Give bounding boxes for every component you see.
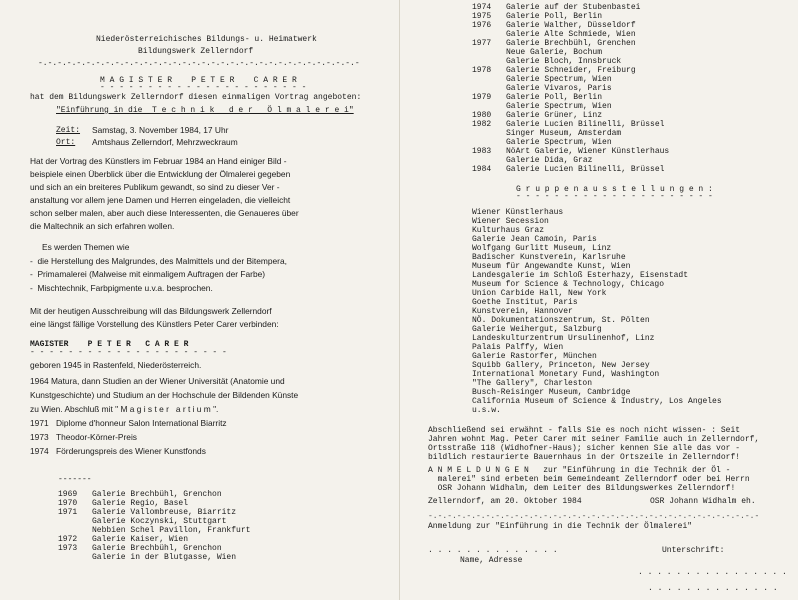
exhibition-year: 1971 [58,508,78,517]
exhibition-text: Nebbien Schel Pavillon, Frankfurt [92,526,251,535]
exhibition-text: Galerie Vallombreuse, Biarritz [92,508,237,517]
award-year: 1974 [30,446,49,456]
place-label: Ort: [56,138,76,147]
award-text: Theodor-Körner-Preis [56,432,137,442]
name-dotted-line: . . . . . . . . . . . . . . [428,546,558,555]
bio-line: Kunstgeschichte) und Studium an der Hochschule der Bildenden Künste [30,390,299,400]
exhibition-text: Galerie Vivaros, Paris [506,84,612,93]
themes-intro: Es werden Themen wie [42,242,130,252]
group-item: NÖ. Dokumentationszentrum, St. Pölten [472,316,650,325]
short-rule: ------- [58,475,92,484]
group-item: u.s.w. [472,406,501,415]
group-item: Busch-Reisinger Museum, Cambridge [472,388,631,397]
exhibition-text: Galerie Lucien Bilinelli, Brüssel [506,165,665,174]
intro-line: hat dem Bildungswerk Zellerndorf diesen einmaligen Vortrag angeboten: [30,93,362,102]
group-item: Landesgalerie im Schloß Esterhazy, Eisenstadt [472,271,689,280]
exhibition-text: Galerie Schneider, Freiburg [506,66,636,75]
group-exhibitions-title: G r u p p e n a u s s t e l l u n g e n : [516,185,713,194]
group-item: Union Carbide Hall, New York [472,289,607,298]
paragraph-line: Mit der heutigen Ausschreibung will das Bildungswerk Zellerndorf [30,306,272,316]
registration-line: malerei" sind erbeten beim Gemeindeamt Zellerndorf oder bei Herrn [428,475,750,484]
group-item: Landeskulturzentrum Ursulinenhof, Linz [472,334,655,343]
exhibition-text: Galerie Brechbühl, Grenchen [506,39,636,48]
paragraph-line: eine längst fällige Vorstellung des Künstlers Peter Carer verbinden: [30,319,279,329]
group-item: International Monetary Fund, Washington [472,370,660,379]
paragraph-line: Hat der Vortrag des Künstlers im Februar 1984 an Hand einiger Bild - [30,156,287,166]
award-text: Diplome d'honneur Salon International Biarritz [56,418,227,428]
exhibition-year: 1972 [58,535,78,544]
group-item: Goethe Institut, Paris [472,298,578,307]
group-item: Squibb Gallery, Princeton, New Jersey [472,361,650,370]
speaker-title: M A G I S T E R P E T E R C A R E R [100,76,297,85]
exhibition-year: 1984 [472,165,492,174]
name-address-label: Name, Adresse [460,556,523,565]
group-item: Galerie Jean Camoin, Paris [472,235,597,244]
group-item: Palais Palffy, Wien [472,343,564,352]
exhibition-text: Galerie Lucien Bilinelli, Brüssel [506,120,665,129]
paragraph-line: anstaltung vor allem jene Damen und Herren eingeladen, die vielleicht [30,195,291,205]
group-item: Kulturhaus Graz [472,226,545,235]
group-item: California Museum of Science & Industry, Los Angeles [472,397,722,406]
exhibition-text: Galerie Spectrum, Wien [506,102,612,111]
registration-line: OSR Johann Widhalm, dem Leiter des Bildungswerkes Zellerndorf! [428,484,736,493]
exhibition-year: 1982 [472,120,492,129]
lecture-title: "Einführung in die T e c h n i k d e r Ö l m a l e r e i" [56,106,354,115]
exhibition-text: Galerie Bloch, Innsbruck [506,57,622,66]
exhibition-text: Galerie Walther, Düsseldorf [506,21,636,30]
bio-title: MAGISTER P E T E R C A R E R [30,340,189,349]
paragraph-line: und sich an ein breiteres Publikum gewandt, so sind zu dieser Ver - [30,182,280,192]
exhibition-text: Galerie Kaiser, Wien [92,535,189,544]
theme-item: - Mischtechnik, Farbpigmente u.v.a. besprochen. [30,283,213,293]
closing-line: Jahren wohnt Mag. Peter Carer mit seiner Familie auch in Zellerndorf, [428,435,760,444]
exhibition-text: Galerie Spectrum, Wien [506,75,612,84]
exhibition-year: 1973 [58,544,78,553]
exhibition-text: Galerie auf der Stubenbastei [506,3,641,12]
bio-rule: - - - - - - - - - - - - - - - - - - - - - [30,348,227,357]
place-value: Amtshaus Zellerndorf, Mehrzweckraum [92,137,238,147]
group-item: Kunstverein, Hannover [472,307,573,316]
exhibition-text: Galerie Poll, Berlin [506,93,603,102]
exhibition-text: Galerie Brechbühl, Grenchon [92,544,222,553]
exhibition-text: Galerie Brechbühl, Grenchon [92,490,222,499]
exhibition-text: Galerie Regio, Basel [92,499,189,508]
theme-item: - Primamalerei (Malweise mit einmaligem Auftragen der Farbe) [30,269,266,279]
group-item: Wiener Künstlerhaus [472,208,564,217]
exhibition-year: 1969 [58,490,78,499]
exhibition-text: Galerie Grüner, Linz [506,111,603,120]
signature-label: Unterschrift: [662,546,725,555]
award-year: 1973 [30,432,49,442]
signature-dotted-line: . . . . . . . . . . . . . . . . [638,568,787,577]
closing-line: bildlich restaurierte Bauernhaus in der Ortszeile in Zellerndorf! [428,453,741,462]
exhibition-text: Galerie in der Blutgasse, Wien [92,553,237,562]
group-item: Galerie Rastorfer, München [472,352,597,361]
exhibition-year: 1976 [472,21,492,30]
closing-line: Abschließend sei erwähnt - falls Sie es noch nicht wissen- : Seit [428,426,741,435]
exhibition-year: 1977 [472,39,492,48]
exhibition-text: Galerie Spectrum, Wien [506,138,612,147]
time-value: Samstag, 3. November 1984, 17 Uhr [92,125,229,135]
exhibition-year: 1975 [472,12,492,21]
dash-rule: -.-.-.-.-.-.-.-.-.-.-.-.-.-.-.-.-.-.-.-.-.-.-.-.-.-.-.-.-.-.-.-.-.- [38,59,360,68]
award-year: 1971 [30,418,49,428]
exhibition-year: 1978 [472,66,492,75]
group-item: Museum for Science & Technology, Chicago [472,280,665,289]
exhibition-text: Galerie Poll, Berlin [506,12,603,21]
registration-form-title: Anmeldung zur "Einführung in die Technik der Ölmalerei" [428,522,693,531]
right-page [400,0,798,600]
exhibition-year: 1983 [472,147,492,156]
registration-line: A N M E L D U N G E N zur "Einführung in die Technik der Öl - [428,466,731,475]
signature-dotted-line: . . . . . . . . . . . . . . [648,584,778,593]
bio-line: geboren 1945 in Rastenfeld, Niederösterreich. [30,360,202,370]
group-item: Wolfgang Gurlitt Museum, Linz [472,244,612,253]
exhibition-year: 1974 [472,3,492,12]
exhibition-text: Galerie Koczynski, Stuttgart [92,517,227,526]
exhibition-year: 1979 [472,93,492,102]
closing-line: Ortsstraße 118 (Widhofner-Haus); sicher kennen Sie alle das vor - [428,444,741,453]
exhibition-year: 1970 [58,499,78,508]
title-rule: - - - - - - - - - - - - - - - - - - - - - - [100,83,307,92]
exhibition-year: 1980 [472,111,492,120]
time-label: Zeit: [56,126,81,135]
theme-item: - die Herstellung des Malgrundes, des Malmittels und der Bitempera, [30,256,287,266]
header-organization: Niederösterreichisches Bildungs- u. Heimatwerk [96,35,317,44]
group-item: Galerie Weihergut, Salzburg [472,325,602,334]
group-item: Museum für Angewandte Kunst, Wien [472,262,631,271]
group-item: Wiener Secession [472,217,549,226]
bio-line: 1964 Matura, dann Studien an der Wiener Universität (Anatomie und [30,376,285,386]
award-text: Förderungspreis des Wiener Kunstfonds [56,446,206,456]
header-subtitle: Bildungswerk Zellerndorf [138,47,254,56]
bio-line: zu Wien. Abschluß mit " M a g i s t e r a r t i u m ". [30,404,219,414]
exhibition-text: Galerie Dida, Graz [506,156,593,165]
date-place: Zellerndorf, am 20. Oktober 1984 [428,497,582,506]
cut-line: -.-.-.-.-.-.-.-.-.-.-.-.-.-.-.-.-.-.-.-.-.-.-.-.-.-.-.-.-.-.-.-.-.-.- [428,512,760,521]
group-item: "The Gallery", Charleston [472,379,593,388]
exhibition-text: NöArt Galerie, Wiener Künstlerhaus [506,147,670,156]
paragraph-line: beispiele einen Überblick über die Entwicklung der Ölmalerei gegeben [30,169,291,179]
paragraph-line: die Maltechnik an sich erfahren wollen. [30,221,175,231]
exhibition-text: Singer Museum, Amsterdam [506,129,622,138]
group-item: Badischer Kunstverein, Karlsruhe [472,253,626,262]
signature: OSR Johann Widhalm eh. [650,497,756,506]
paragraph-line: schon selber malen, aber auch diese Interessenten, die Genaueres über [30,208,299,218]
group-title-rule: - - - - - - - - - - - - - - - - - - - - - [516,192,713,201]
exhibition-text: Galerie Alte Schmiede, Wien [506,30,636,39]
exhibition-text: Neue Galerie, Bochum [506,48,603,57]
